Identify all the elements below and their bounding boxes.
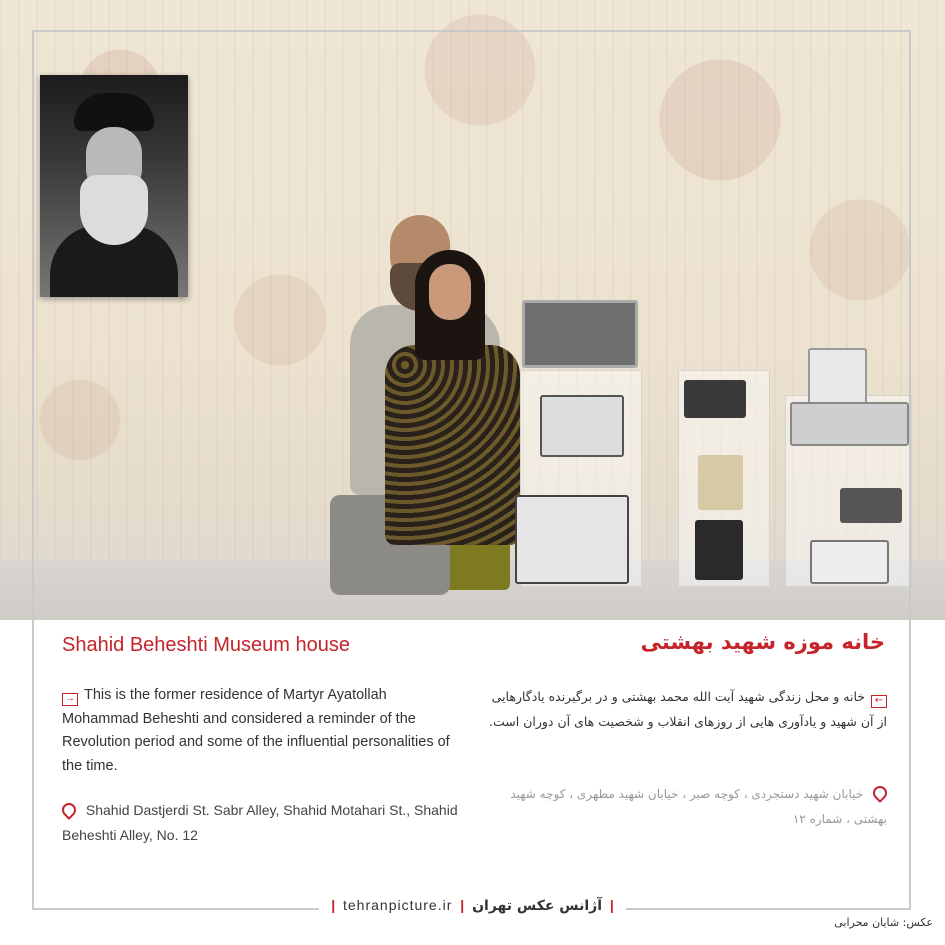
photo-credit: عکس: شایان محرابی: [834, 916, 933, 929]
footer-divider: |: [331, 897, 336, 913]
monitor-device: [808, 348, 867, 404]
small-case-device: [840, 488, 902, 523]
footer-divider: |: [460, 897, 465, 913]
footer-brand: [319, 897, 626, 914]
cassette-device: [684, 380, 746, 418]
arrow-box-icon: →: [62, 693, 78, 706]
address-en-text: Shahid Dastjerdi St. Sabr Alley, Shahid Motahari St., Shahid Beheshti Alley, No. 12: [62, 802, 458, 843]
wax-figure-girl: [385, 250, 520, 550]
arrow-box-icon: ←: [871, 695, 887, 708]
camera-device: [695, 520, 743, 580]
tape-recorder-device: [515, 495, 629, 584]
location-pin-icon: [870, 783, 890, 803]
footer-divider: |: [609, 897, 614, 913]
description-fa: [487, 684, 887, 734]
description-en: [62, 684, 457, 778]
portrait-frame: [40, 75, 188, 297]
location-pin-icon: [59, 800, 79, 820]
footer: [0, 897, 945, 915]
radio-device: [522, 300, 638, 368]
projector-device: [540, 395, 624, 457]
book-stack: [698, 455, 743, 510]
address-fa-text: خیابان شهید دستجردی ، کوچه صبر ، خیابان شهید مطهری ، کوچه شهید بهشتی ، شماره ۱۲: [510, 787, 887, 826]
page-title-en: Shahid Beheshti Museum house: [62, 634, 350, 656]
typewriter-device: [810, 540, 889, 584]
address-fa: [487, 782, 887, 832]
website-link[interactable]: tehranpicture.ir: [343, 897, 453, 913]
agency-name: آژانس عکس تهران: [472, 898, 602, 914]
description-fa-text: خانه و محل زندگی شهید آیت الله محمد بهشتی و در برگیرنده یادگارهایی از آن شهید و یادآوری هایی از روزهای انقلاب و شخصیت های آن دوران است.: [489, 689, 887, 729]
stereo-device: [790, 402, 909, 446]
page-title-fa: خانه موزه شهید بهشتی: [640, 630, 885, 654]
address-en: [62, 798, 462, 848]
description-en-text: This is the former residence of Martyr Ayatollah Mohammad Beheshti and considered a reminder of the Revolution period and some of the influential personalities of the time.: [62, 687, 450, 774]
